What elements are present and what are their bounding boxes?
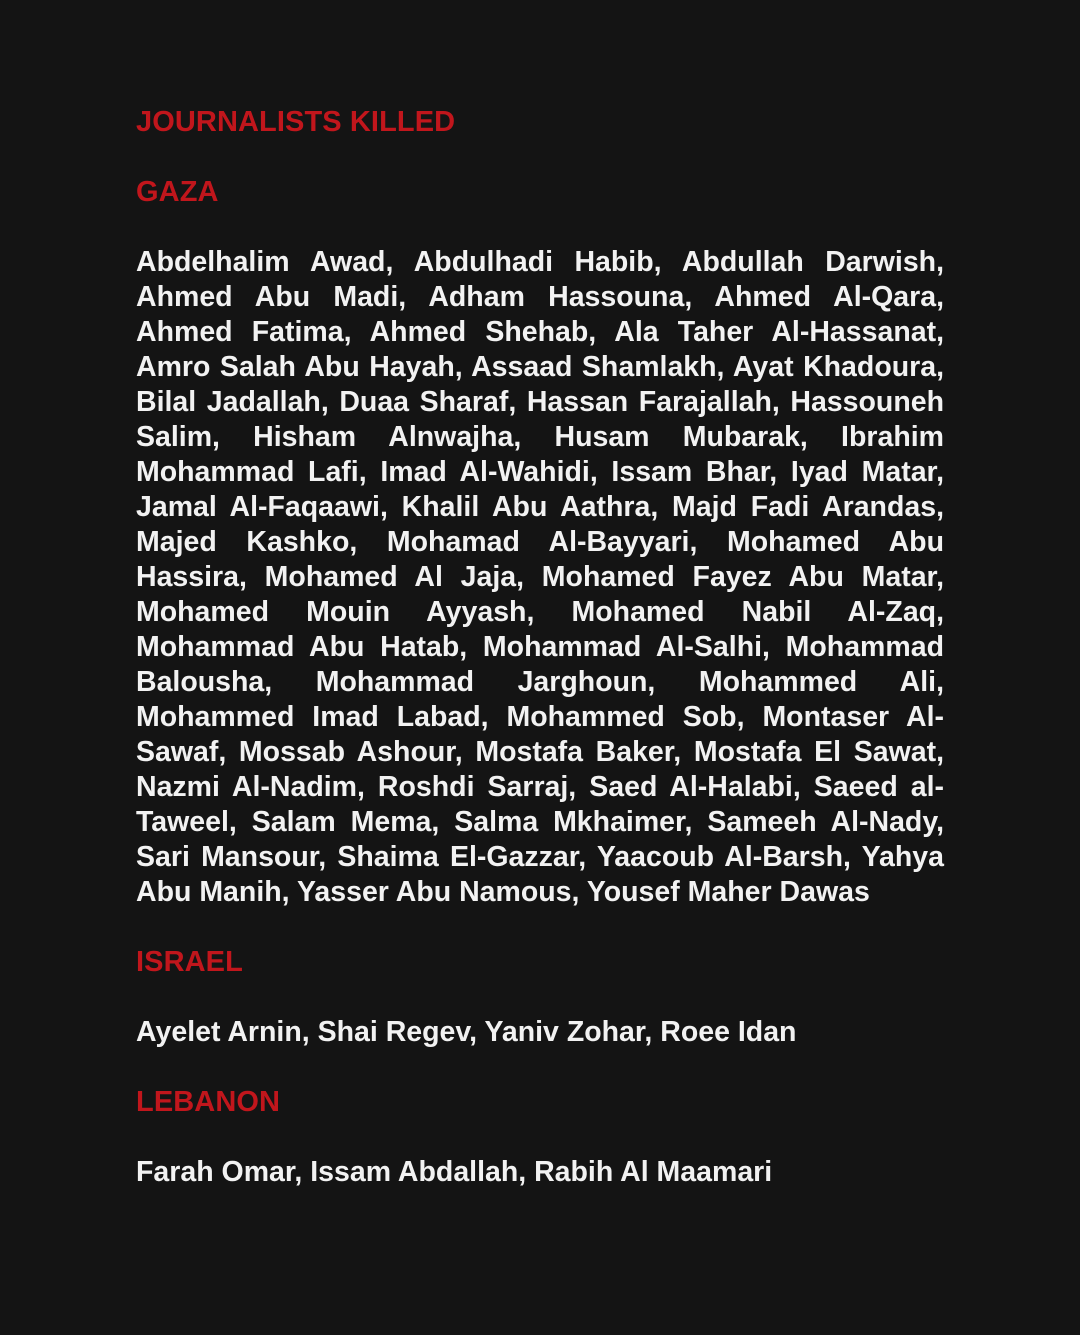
section-lebanon <box>136 1085 944 1190</box>
section-heading-israel: ISRAEL <box>136 946 243 978</box>
names-gaza: Abdelhalim Awad, Abdulhadi Habib, Abdullah Darwish, Ahmed Abu Madi, Adham Hassouna, Ahmed Al-Qara, Ahmed Fatima, Ahmed Shehab, Ala Taher Al-Hassanat, Amro Salah Abu Hayah, Assaad Shamlakh, Ayat Khadoura, Bilal Jadallah, Duaa Sharaf, Hassan Farajallah, Hassouneh Salim, Hisham Alnwajha, Husam Mubarak, Ibrahim Mohammad Lafi, Imad Al-Wahidi, Issam Bhar, Iyad Matar, Jamal Al-Faqaawi, Khalil Abu Aathra, Majd Fadi Arandas, Majed Kashko, Mohamad Al-Bayyari, Mohamed Abu Hassira, Mohamed Al Jaja, Mohamed Fayez Abu Matar, Mohamed Mouin Ayyash, Mohamed Nabil Al-Zaq, Mohammad Abu Hatab, Mohammad Al-Salhi, Mohammad Balousha, Mohammad Jarghoun, Mohammed Ali, Mohammed Imad Labad, Mohammed Sob, Montaser Al-Sawaf, Mossab Ashour, Mostafa Baker, Mostafa El Sawat, Nazmi Al-Nadim, Roshdi Sarraj, Saed Al-Halabi, Saeed al-Taweel, Salam Mema, Salma Mkhaimer, Sameeh Al-Nady, Sari Mansour, Shaima El-Gazzar, Yaacoub Al-Barsh, Yahya Abu Manih, Yasser Abu Namous, Yousef Maher Dawas <box>136 246 944 908</box>
section-heading-gaza: GAZA <box>136 176 219 208</box>
page-title: JOURNALISTS KILLED <box>136 106 456 138</box>
section-heading-lebanon: LEBANON <box>136 1086 281 1118</box>
section-gaza <box>136 175 944 910</box>
memorial-list <box>136 105 944 1225</box>
names-israel: Ayelet Arnin, Shai Regev, Yaniv Zohar, Roee Idan <box>136 1016 797 1048</box>
section-israel <box>136 945 944 1050</box>
names-lebanon: Farah Omar, Issam Abdallah, Rabih Al Maamari <box>136 1156 773 1188</box>
